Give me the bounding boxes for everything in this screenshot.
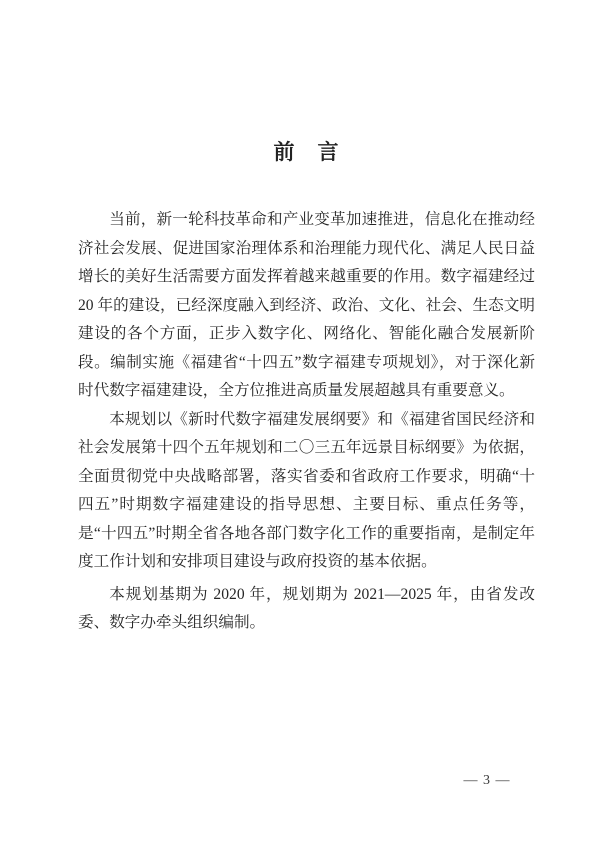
document-body [78, 206, 535, 638]
document-title: 前 言 [273, 140, 340, 164]
paragraph-3: 本规划基期为 2020 年，规划期为 2021—2025 年，由省发改委、数字办牵头组织编制。 [78, 585, 535, 631]
page-number: — 3 — [463, 773, 511, 788]
paragraph-1: 当前，新一轮科技革命和产业变革加速推进，信息化在推动经济社会发展、促进国家治理体系和治理能力现代化、满足人民日益增长的美好生活需要方面发挥着越来越重要的作用。数字福建经过 20 年的建设，已经深度融入到经济、政治、文化、社会、生态文明建设的各个方面，正步入数字化、网络化、智能化融合发展新阶段。编制实施《福建省“十四五”数字福建专项规划》，对于深化新时代数字福建建设，全方位推进高质量发展超越具有重要意义。 [78, 211, 535, 399]
paragraph-2: 本规划以《新时代数字福建发展纲要》和《福建省国民经济和社会发展第十四个五年规划和二〇三五年远景目标纲要》为依据，全面贯彻党中央战略部署，落实省委和省政府工作要求，明确“十四五”时期数字福建建设的指导思想、主要目标、重点任务等，是“十四五”时期全省各地各部门数字化工作的重要指南，是制定年度工作计划和安排项目建设与政府投资的基本依据。 [78, 410, 535, 570]
